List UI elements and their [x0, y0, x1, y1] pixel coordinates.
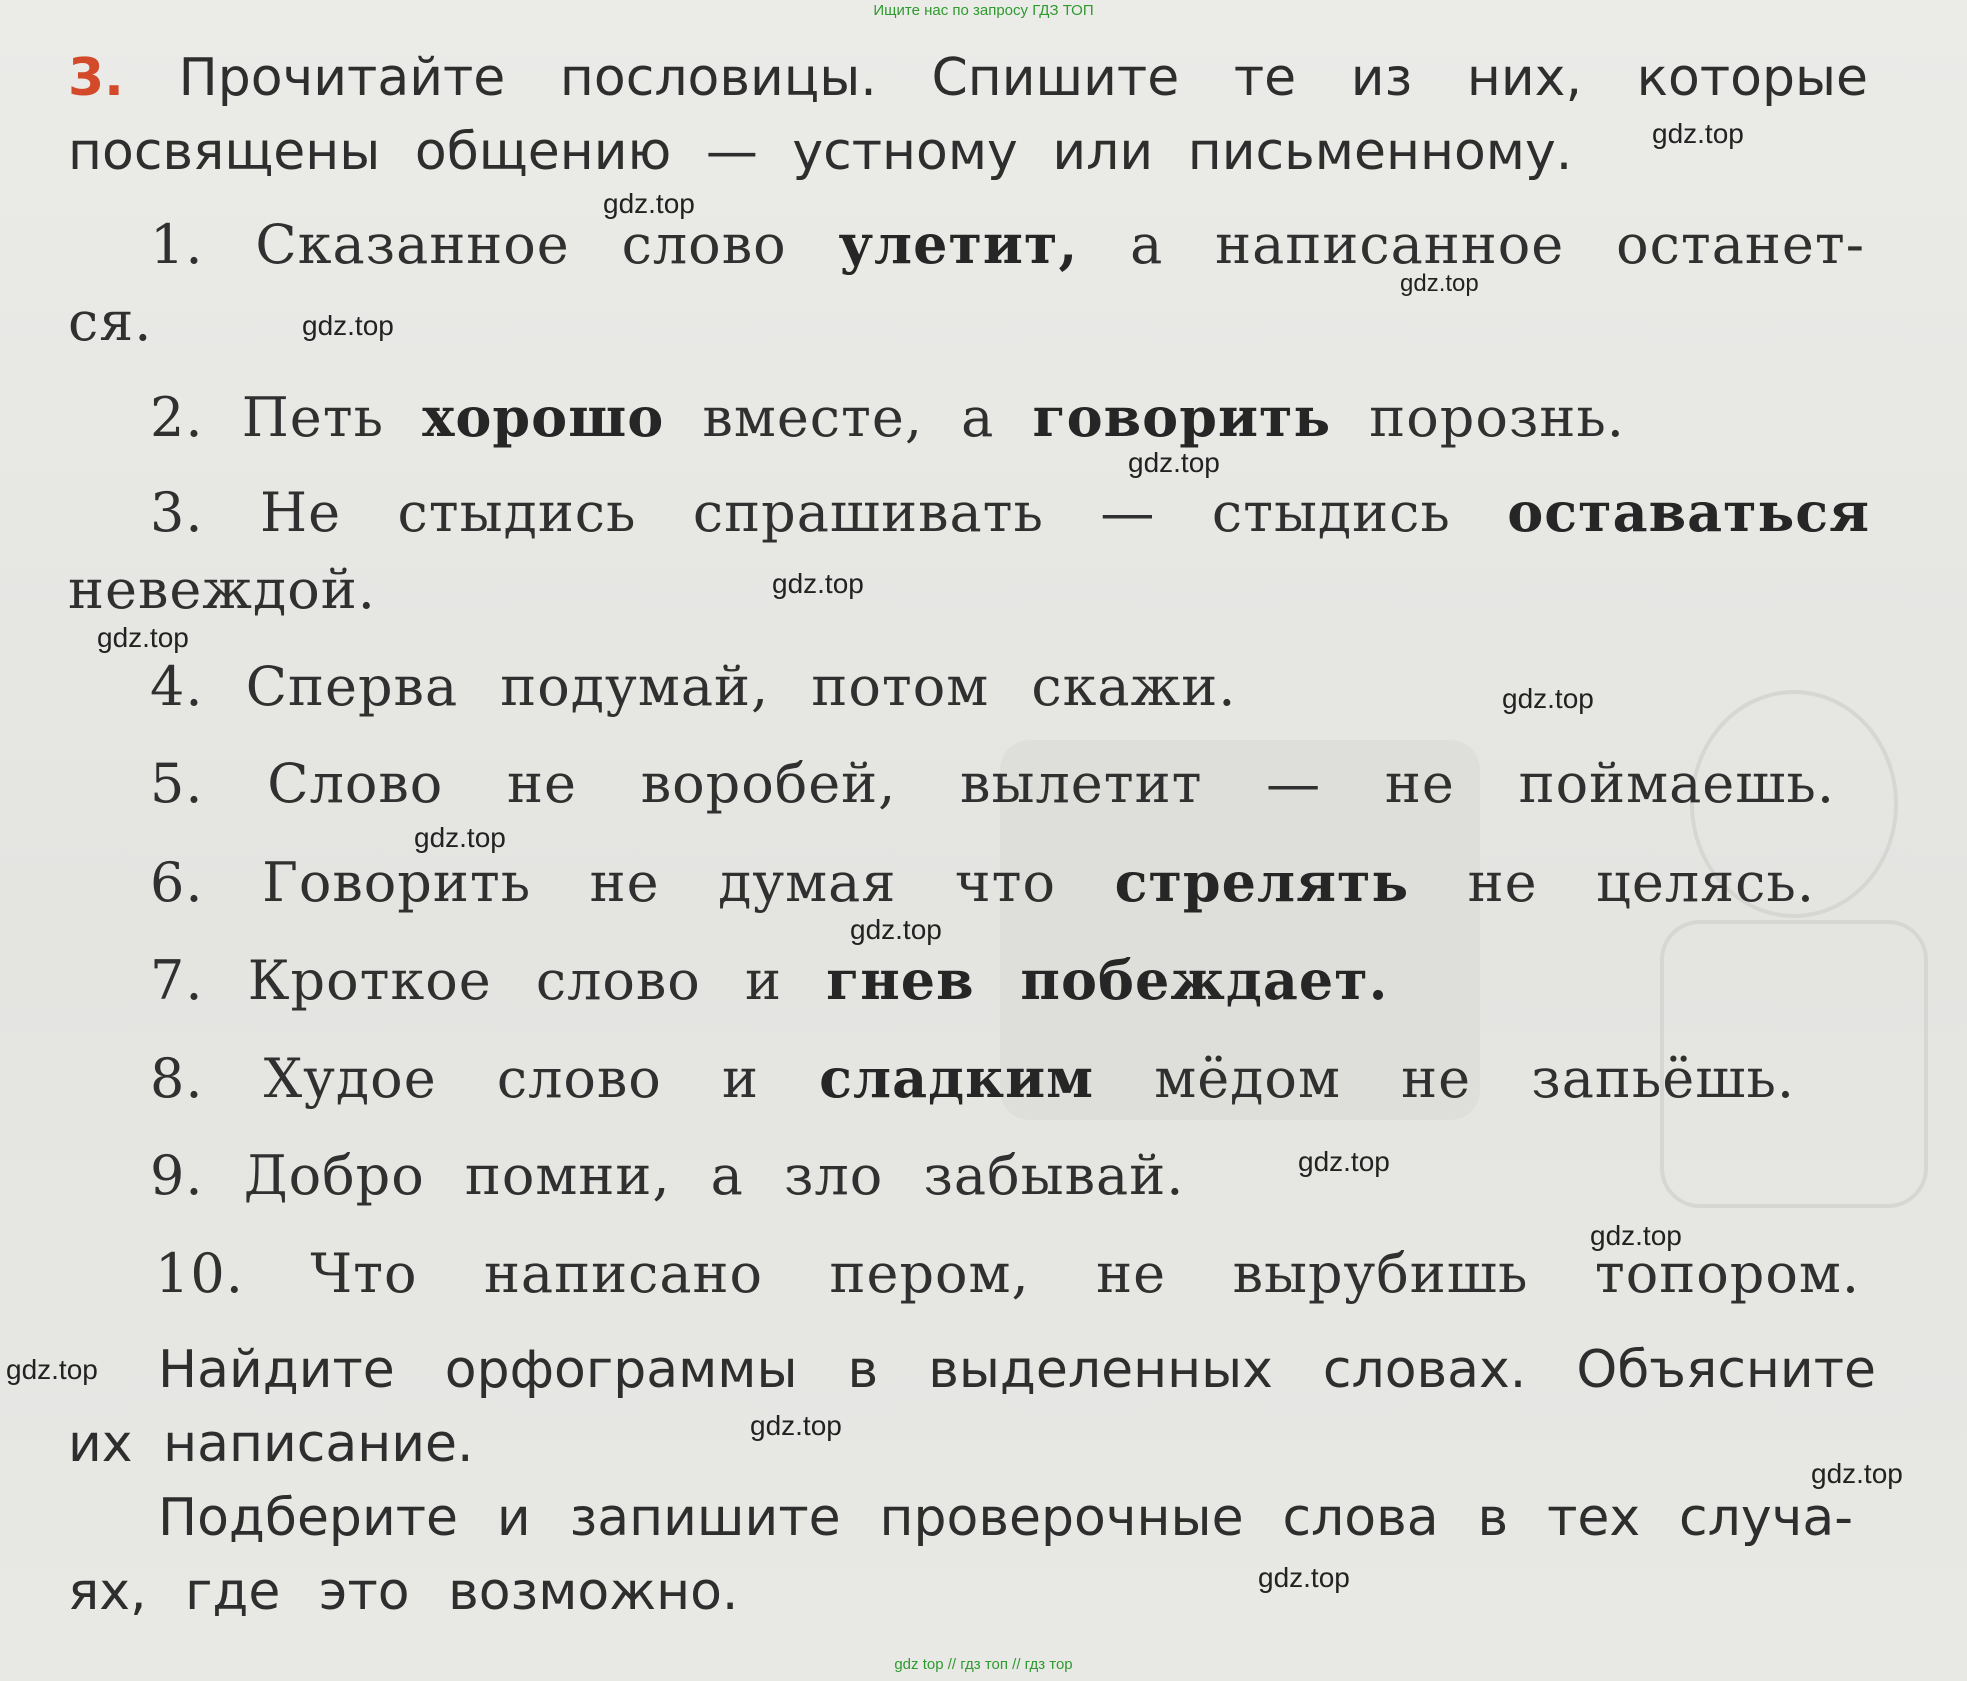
footer-instruction-line-3: Подберите и запишите проверочные слова в тех случа-: [158, 1488, 1853, 1548]
watermark: gdz.top: [603, 188, 695, 219]
watermark: gdz.top: [1298, 1146, 1390, 1177]
highlighted-word: стрелять: [1114, 850, 1410, 914]
watermark: gdz.top: [1652, 118, 1744, 149]
task-intro-line-2: посвящены общению — устному или письменному.: [68, 122, 1573, 182]
proverb-6: 6. Говорить не думая что стрелять не целясь.: [150, 850, 1815, 914]
watermark: gdz.top: [302, 310, 394, 341]
proverb-7: 7. Кроткое слово и гнев побеждает.: [150, 948, 1389, 1012]
footer-instruction-line-2: их написание.: [68, 1414, 474, 1474]
watermark: gdz.top: [97, 622, 189, 653]
task-intro-line-1: 3. Прочитайте пословицы. Спишите те из них, которые: [68, 48, 1869, 108]
top-banner: Ищите нас по запросу ГДЗ ТОП: [873, 2, 1094, 19]
watermark: gdz.top: [850, 914, 942, 945]
watermark: gdz.top: [750, 1410, 842, 1441]
proverb-10: 10. Что написано пером, не вырубишь топором.: [155, 1242, 1860, 1305]
watermark: gdz.top: [1128, 447, 1220, 478]
proverb-5: 5. Слово не воробей, вылетит — не поймаешь.: [150, 752, 1835, 815]
proverb-8: 8. Худое слово и сладким мёдом не запьёшь.: [150, 1046, 1796, 1110]
footer-instruction-line-1: Найдите орфограммы в выделенных словах. Объясните: [158, 1340, 1876, 1400]
proverb-4: 4. Сперва подумай, потом скажи.: [150, 655, 1237, 718]
proverb-1-continued: ся.: [68, 290, 153, 353]
highlighted-word: оставаться: [1507, 480, 1871, 544]
highlighted-word: улетит,: [838, 212, 1079, 276]
watermark: gdz.top: [1502, 683, 1594, 714]
bottom-banner: gdz top // гдз топ // гдз тор: [894, 1656, 1073, 1673]
proverb-3-continued: невеждой.: [68, 558, 376, 621]
watermark: gdz.top: [1590, 1220, 1682, 1251]
watermark: gdz.top: [6, 1354, 98, 1385]
highlighted-word: говорить: [1032, 385, 1332, 449]
watermark: gdz.top: [1811, 1458, 1903, 1489]
watermark: gdz.top: [1400, 270, 1479, 297]
proverb-2: 2. Петь хорошо вместе, а говорить порознь.: [150, 385, 1625, 449]
watermark: gdz.top: [772, 568, 864, 599]
highlighted-word: гнев побеждает.: [826, 948, 1389, 1012]
highlighted-word: сладким: [819, 1046, 1095, 1110]
watermark: gdz.top: [414, 822, 506, 853]
highlighted-word: хорошо: [422, 385, 665, 449]
proverb-3: 3. Не стыдись спрашивать — стыдись оставаться: [150, 480, 1871, 544]
proverb-1: 1. Сказанное слово улетит, а написанное останет-: [150, 212, 1865, 276]
task-number: 3.: [68, 48, 124, 108]
watermark: gdz.top: [1258, 1562, 1350, 1593]
footer-instruction-line-4: ях, где это возможно.: [68, 1562, 739, 1622]
proverb-9: 9. Добро помни, а зло забывай.: [150, 1144, 1185, 1207]
